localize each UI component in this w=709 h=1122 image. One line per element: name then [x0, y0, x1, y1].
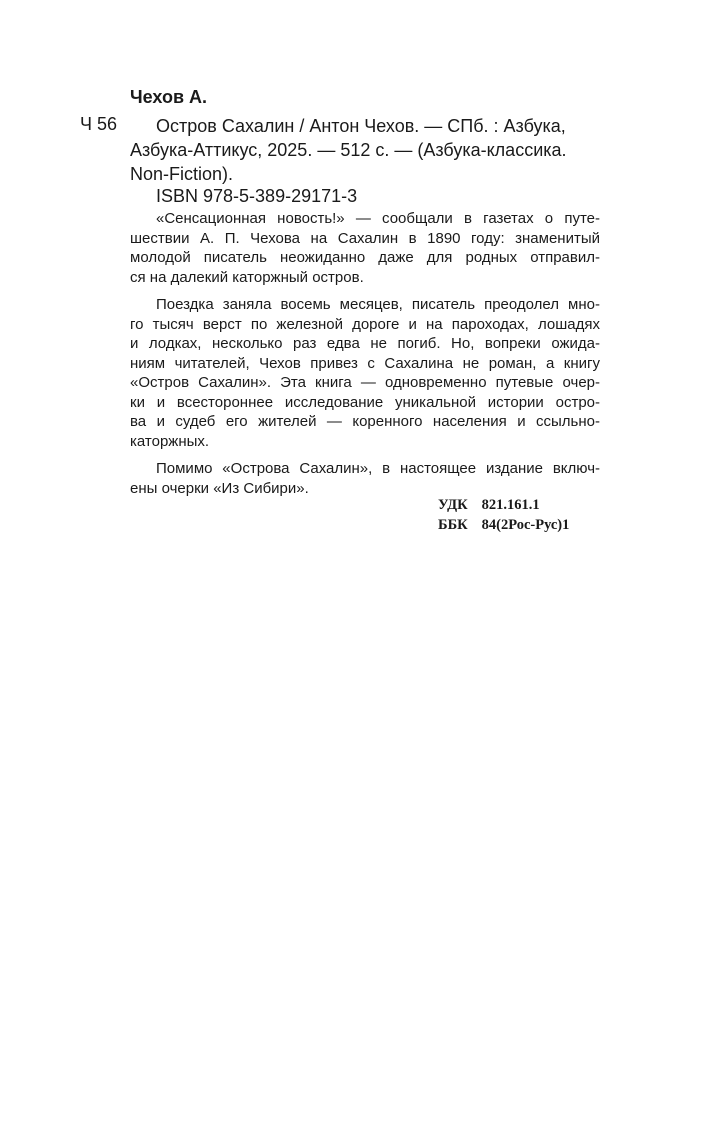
- annotation-line: ниям читателей, Чехов привез с Сахалина не роман, а книгу: [130, 354, 600, 372]
- annotation-line: ва и судеб его жителей — коренного населения и ссыльно-: [130, 413, 600, 430]
- annotation-line: и лодках, несколько раз едва не погиб. Но, вопреки ожида-: [130, 335, 600, 352]
- classification-label: ББК: [438, 517, 468, 533]
- classification-value: 821.161.1: [481, 497, 540, 513]
- annotation-line: «Сенсационная новость!» — сообщали в газетах о путе-: [156, 210, 600, 227]
- annotation-line: каторжных.: [130, 432, 210, 450]
- classification-codes: [438, 495, 569, 535]
- annotation-line: шествии А. П. Чехова на Сахалин в 1890 году: знаменитый: [130, 229, 600, 247]
- author-name: Чехов А.: [130, 87, 208, 107]
- call-number: Ч 56: [80, 114, 118, 134]
- annotation: [130, 209, 600, 506]
- annotation-line: Поездка заняла восемь месяцев, писатель преодолел мно-: [156, 296, 600, 313]
- bibliographic-description: [130, 114, 600, 186]
- annotation-line: ены очерки «Из Сибири».: [130, 479, 309, 497]
- annotation-paragraph: [130, 459, 600, 498]
- annotation-line: ся на далекий каторжный остров.: [130, 268, 364, 286]
- annotation-line: ки и всестороннее исследование уникальной истории остро-: [130, 393, 600, 411]
- annotation-paragraph: [130, 295, 600, 451]
- biblio-line: Азбука-Аттикус, 2025. — 512 с. — (Азбука-классика.: [130, 140, 567, 160]
- annotation-paragraph: [130, 209, 600, 287]
- classification-value: 84(2Рос-Рус)1: [481, 517, 570, 533]
- annotation-line: молодой писатель неожиданно даже для родных отправил-: [130, 249, 600, 266]
- isbn: ISBN 978-5-389-29171-3: [156, 186, 358, 206]
- udc-code: [438, 495, 569, 515]
- annotation-line: го тысяч верст по железной дороге и на пароходах, лошадях: [130, 315, 600, 333]
- bbk-code: [438, 515, 569, 535]
- biblio-line: Остров Сахалин / Антон Чехов. — СПб. : Азбука,: [156, 116, 566, 136]
- annotation-line: «Остров Сахалин». Эта книга — одновременно путевые очер-: [130, 374, 600, 391]
- classification-label: УДК: [438, 497, 468, 513]
- annotation-line: Помимо «Острова Сахалин», в настоящее издание включ-: [156, 460, 600, 477]
- biblio-line: Non-Fiction).: [130, 164, 234, 184]
